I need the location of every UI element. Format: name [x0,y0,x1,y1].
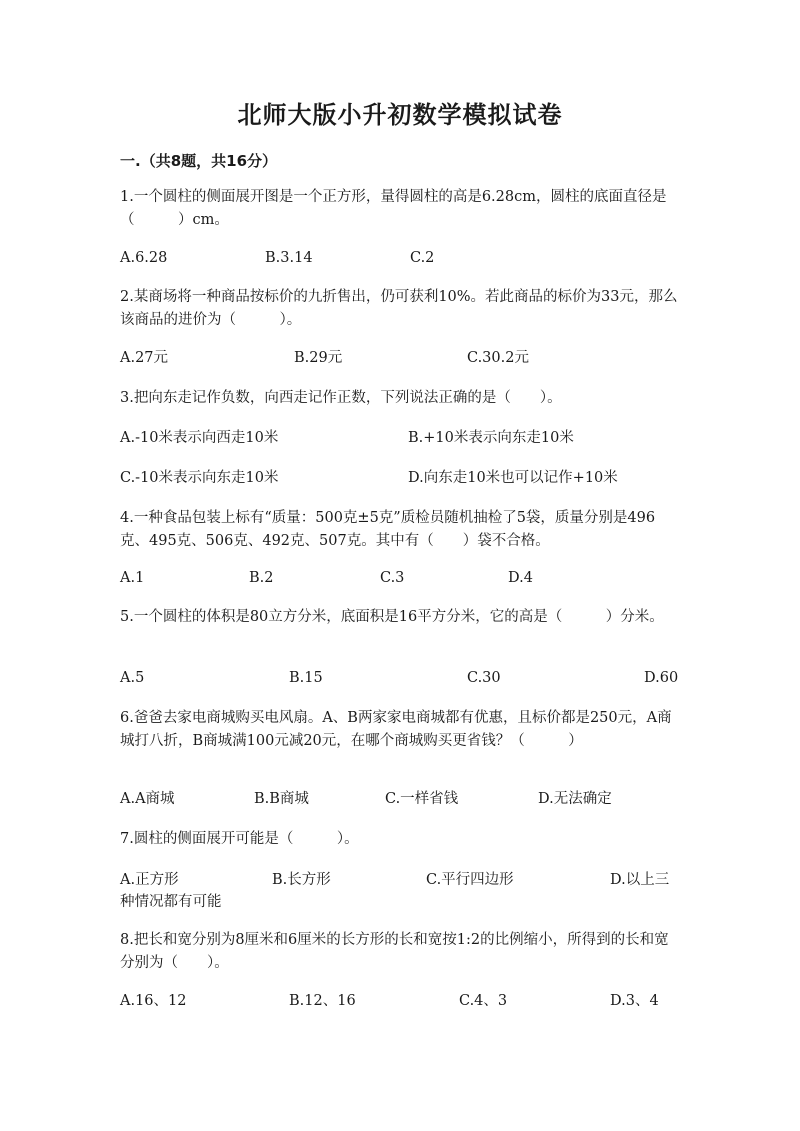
question-2-option-a[interactable]: A.27元 [120,350,169,366]
question-6-option-a[interactable]: A.A商城 [120,791,175,807]
question-7-option-b[interactable]: B.长方形 [272,872,331,888]
section-heading: 一.（共8题，共16分） [120,152,278,170]
question-8-option-b[interactable]: B.12、16 [289,993,356,1009]
question-5-option-d[interactable]: D.60 [644,670,679,686]
question-4-option-c[interactable]: C.3 [380,570,405,586]
question-6-option-b[interactable]: B.B商城 [254,791,309,807]
question-1-option-c[interactable]: C.2 [410,250,435,266]
question-8-option-c[interactable]: C.4、3 [459,993,508,1009]
question-4-option-b[interactable]: B.2 [249,570,274,586]
question-6-option-d[interactable]: D.无法确定 [538,791,612,807]
page-title: 北师大版小升初数学模拟试卷 [237,101,563,129]
question-7-option-a[interactable]: A.正方形 [120,872,179,888]
question-6-option-c[interactable]: C.一样省钱 [385,791,459,807]
question-5-option-b[interactable]: B.15 [289,670,323,686]
question-3-option-a[interactable]: A.-10米表示向西走10米 [120,430,279,446]
question-2-option-b[interactable]: B.29元 [294,350,343,366]
question-6-stem: 6.爸爸去家电商城购买电风扇。A、B两家家电商城都有优惠，且标价都是250元，A商城打八折，B商城满100元减20元，在哪个商城购买更省钱？（ ） [120,710,672,749]
question-5-option-a[interactable]: A.5 [120,670,145,686]
question-5-option-c[interactable]: C.30 [467,670,501,686]
question-7-option-d[interactable]: D.以上三种情况都有可能 [120,872,670,910]
question-4-option-d[interactable]: D.4 [508,570,533,586]
question-3-option-c[interactable]: C.-10米表示向东走10米 [120,470,279,486]
question-4-stem: 4.一种食品包装上标有“质量：500克±5克”质检员随机抽检了5袋，质量分别是496克、495克、506克、492克、507克。其中有（ ）袋不合格。 [120,510,656,549]
question-3-stem: 3.把向东走记作负数，向西走记作正数，下列说法正确的是（ ）。 [120,390,562,406]
question-7-option-c[interactable]: C.平行四边形 [426,872,514,888]
question-3-option-b[interactable]: B.+10米表示向东走10米 [408,430,574,446]
question-5-stem: 5.一个圆柱的体积是80立方分米，底面积是16平方分米，它的高是（ ）分米。 [120,609,664,625]
question-4-option-a[interactable]: A.1 [120,570,145,586]
question-3-option-d[interactable]: D.向东走10米也可以记作+10米 [408,470,618,486]
question-7-stem: 7.圆柱的侧面展开可能是（ ）。 [120,831,359,847]
question-1-option-b[interactable]: B.3.14 [265,250,313,266]
question-1-option-a[interactable]: A.6.28 [120,250,168,266]
question-8-stem: 8.把长和宽分别为8厘米和6厘米的长方形的长和宽按1:2的比例缩小，所得到的长和宽分别为（ ）。 [120,932,669,971]
question-2-option-c[interactable]: C.30.2元 [467,350,529,366]
question-8-option-d[interactable]: D.3、4 [610,993,659,1009]
question-2-stem: 2.某商场将一种商品按标价的九折售出，仍可获利10%。若此商品的标价为33元，那么该商品的进价为（ ）。 [120,289,678,328]
question-8-option-a[interactable]: A.16、12 [120,993,187,1009]
question-1-stem: 1.一个圆柱的侧面展开图是一个正方形，量得圆柱的高是6.28cm，圆柱的底面直径是（ ）cm。 [120,189,667,228]
